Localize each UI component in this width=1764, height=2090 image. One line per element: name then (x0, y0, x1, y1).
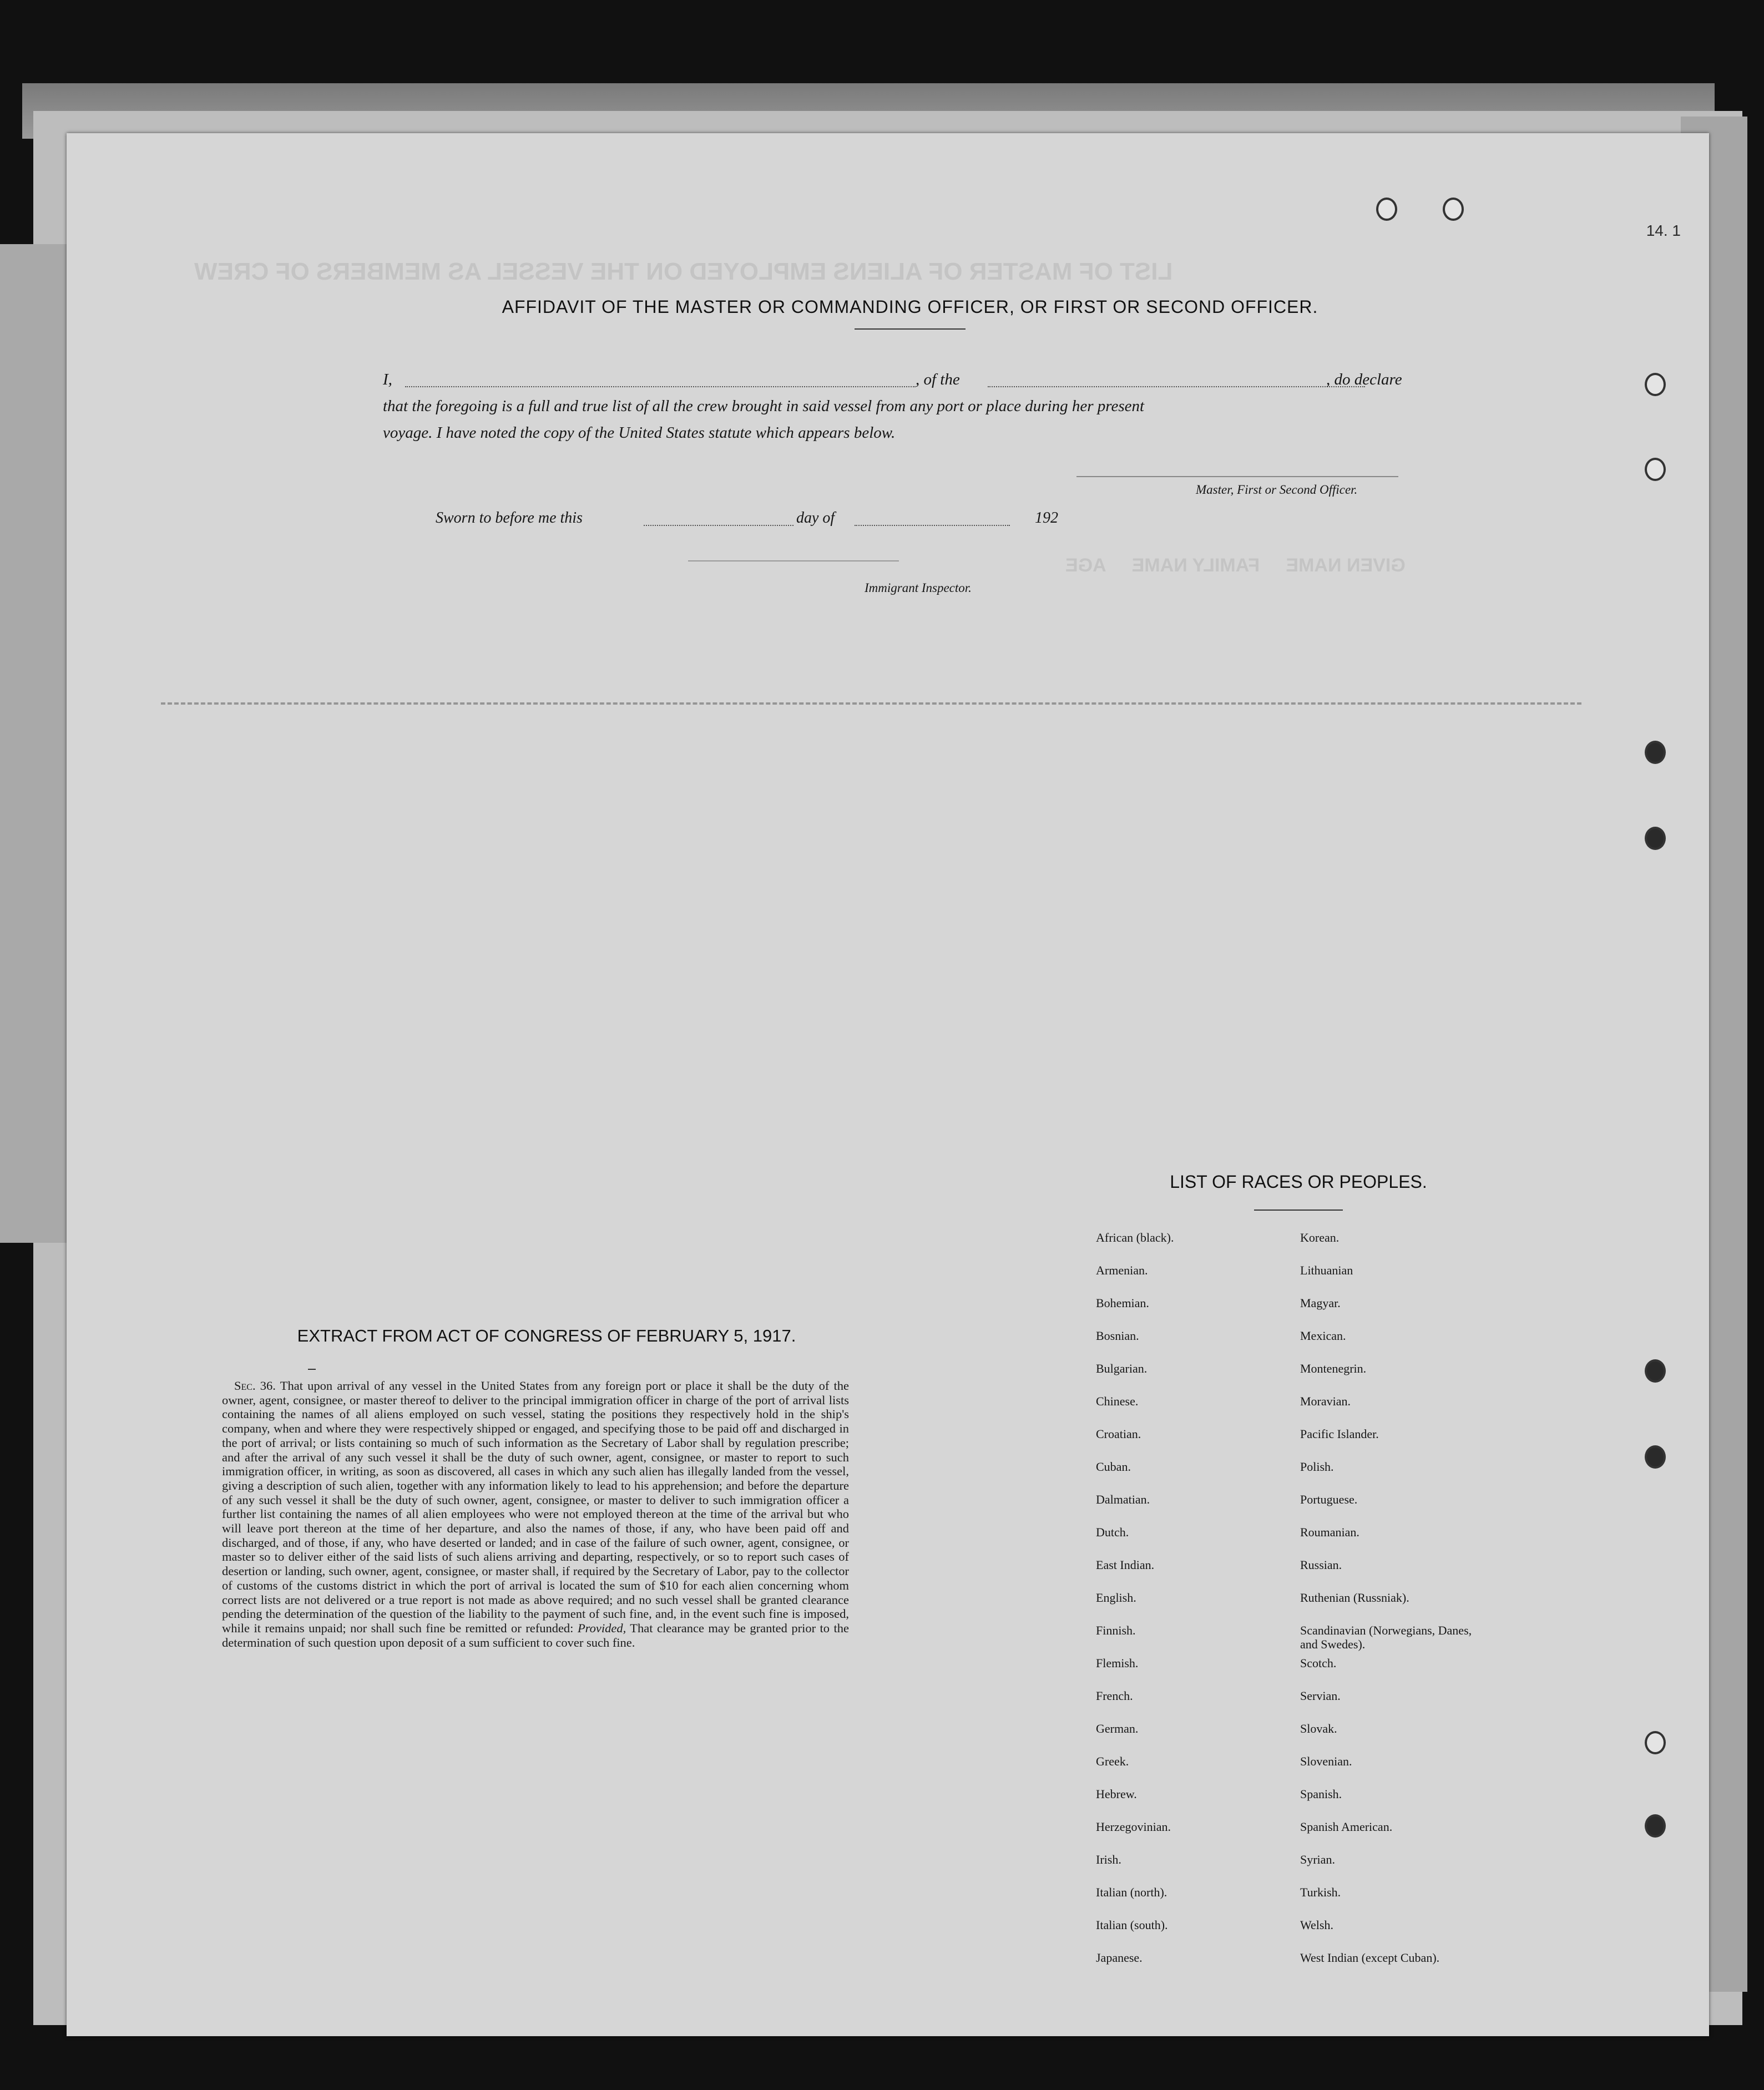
pronoun: I, (383, 371, 392, 388)
race-item: Montenegrin. (1300, 1362, 1367, 1375)
vessel-fill-line (988, 386, 1365, 387)
punch-hole (1645, 1731, 1666, 1754)
race-item: Scotch. (1300, 1656, 1337, 1670)
corner-stamp: 14. 1 (1646, 222, 1681, 239)
race-item: Greek. (1096, 1754, 1129, 1768)
extract-title: EXTRACT FROM ACT OF CONGRESS OF FEBRUARY 5, 1917. (297, 1326, 796, 1345)
race-item: Magyar. (1300, 1296, 1341, 1310)
race-item: Finnish. (1096, 1623, 1136, 1637)
race-item: English. (1096, 1591, 1136, 1605)
race-item: East Indian. (1096, 1558, 1155, 1572)
race-item: Spanish. (1300, 1787, 1342, 1801)
race-item: Turkish. (1300, 1885, 1341, 1899)
race-item: Italian (south). (1096, 1918, 1168, 1932)
race-item: Slovenian. (1300, 1754, 1352, 1768)
race-item: Herzegovinian. (1096, 1820, 1171, 1834)
punch-hole (1645, 373, 1666, 396)
race-item: Slovak. (1300, 1722, 1337, 1735)
race-item: Lithuanian (1300, 1263, 1353, 1277)
year-prefix: 192 (1035, 509, 1058, 527)
do-declare-text: , do declare (1326, 371, 1402, 388)
left-underlying-sheet-edge (0, 244, 72, 1243)
race-item: Syrian. (1300, 1853, 1335, 1866)
signature-line (1076, 476, 1398, 477)
race-item: Chinese. (1096, 1394, 1139, 1408)
title-dash (308, 1369, 316, 1370)
affidavit-title: AFFIDAVIT OF THE MASTER OR COMMANDING OFFICER, OR FIRST OR SECOND OFFICER. (502, 297, 1318, 317)
signature-caption: Master, First or Second Officer. (1196, 483, 1358, 497)
race-item: Flemish. (1096, 1656, 1139, 1670)
race-item: Spanish American. (1300, 1820, 1393, 1834)
extract-text-continued: That clearance may be granted prior to the determination of such question upon deposit of a sum sufficient to cover such fine. (222, 1621, 850, 1649)
punch-hole (1645, 458, 1666, 481)
day-of-text: day of (796, 509, 835, 527)
punch-hole (1645, 1814, 1666, 1838)
extract-body (222, 1379, 849, 1649)
race-item: Roumanian. (1300, 1525, 1359, 1539)
race-item: Bohemian. (1096, 1296, 1149, 1310)
race-item: Pacific Islander. (1300, 1427, 1379, 1441)
section-label: Sec. 36. (234, 1379, 276, 1393)
proviso-word: Provided, (577, 1621, 626, 1635)
races-right-column (1300, 1231, 1483, 1983)
title-rule (1254, 1210, 1343, 1211)
race-item: African (black). (1096, 1231, 1174, 1244)
punch-hole (1645, 741, 1666, 764)
race-item: Mexican. (1300, 1329, 1346, 1343)
race-item: Armenian. (1096, 1263, 1148, 1277)
races-title: LIST OF RACES OR PEOPLES. (1170, 1172, 1427, 1192)
race-item: German. (1096, 1722, 1139, 1735)
races-left-column (1096, 1231, 1174, 1983)
race-item: Ruthenian (Russniak). (1300, 1591, 1409, 1605)
race-item: Russian. (1300, 1558, 1342, 1572)
bleed-through-text: LIST OF MASTER OF ALIENS EMPLOYED ON THE VESSEL AS MEMBERS OF CREW (194, 258, 1173, 285)
punch-hole (1443, 198, 1464, 221)
race-item: Hebrew. (1096, 1787, 1137, 1801)
declaration-line-2: that the foregoing is a full and true list of all the crew brought in said vessel from any port or place during her present (383, 397, 1145, 415)
punch-hole (1645, 1445, 1666, 1469)
race-item: French. (1096, 1689, 1133, 1703)
race-item: Scandinavian (Norwegians, Danes, and Swedes). (1300, 1623, 1472, 1651)
race-item: West Indian (except Cuban). (1300, 1951, 1440, 1965)
punch-hole (1376, 198, 1397, 221)
race-item: Cuban. (1096, 1460, 1131, 1474)
title-rule (855, 328, 966, 330)
race-item: Welsh. (1300, 1918, 1333, 1932)
punch-hole (1645, 827, 1666, 850)
month-fill-line (855, 525, 1010, 526)
race-item: Bosnian. (1096, 1329, 1139, 1343)
extract-text: That upon arrival of any vessel in the United States from any foreign port or place it shall be the duty of the owner, agent, consignee, or master thereof to deliver to the principal immigration officer in charge of the port of arrival lists containing the names of all aliens employed on such vessel, stating the positions they respectively hold in the ship's company, when and where they were respectively shipped or engaged, and specifying those to be paid off and discharged in the port of arrival; or lists containing so much of such information as the Secretary of Labor shall by regulation prescribe; and after the arrival of any such vessel it shall be the duty of such owner, agent, consignee, or master to report to such immigration officer, in writing, as soon as discovered, all cases in which any such alien has illegally landed from the vessel, giving a description of such alien, together with any information likely to lead to his apprehension; and before the departure of any such vessel it shall be the duty of such owner, agent, consignee, or master to deliver to such immigration officer a further list containing the names of all alien employees who were not employed thereon at the time of the arrival but who will leave port thereon at the time of her departure, and also the names of those, if any, who have been paid off and discharged, and of those, if any, who have deserted or landed; and in case of the failure of such owner, agent, consignee, or master so to deliver either of the said lists of such aliens arriving and departing, respectively, or so to report such cases of desertion or landing, such owner, agent, consignee, or master shall, if required by the Secretary of Labor, pay to the collector of customs of the customs district in which the port of arrival is located the sum of $10 for each alien concerning whom correct lists are not delivered or a true report is not made as above required; and no such vessel shall be granted clearance pending the determination of the question of the liability to the payment of such fine, and, in the event such fine is imposed, while it remains unpaid; nor shall such fine be remitted or refunded: (222, 1379, 850, 1635)
bleed-through-rule (161, 702, 1581, 705)
race-item: Dalmatian. (1096, 1492, 1150, 1506)
race-item: Japanese. (1096, 1951, 1143, 1965)
race-item: Irish. (1096, 1853, 1121, 1866)
declaration-line-3: voyage. I have noted the copy of the United States statute which appears below. (383, 424, 896, 442)
of-the-text: , of the (916, 371, 960, 388)
race-item: Polish. (1300, 1460, 1334, 1474)
race-item: Moravian. (1300, 1394, 1351, 1408)
race-item: Bulgarian. (1096, 1362, 1148, 1375)
inspector-signature-line (688, 560, 899, 561)
name-fill-line (405, 386, 916, 387)
inspector-caption: Immigrant Inspector. (865, 581, 972, 595)
punch-hole (1645, 1359, 1666, 1383)
race-item: Korean. (1300, 1231, 1340, 1244)
day-fill-line (644, 525, 793, 526)
race-item: Italian (north). (1096, 1885, 1167, 1899)
race-item: Portuguese. (1300, 1492, 1358, 1506)
race-item: Servian. (1300, 1689, 1341, 1703)
sworn-prefix: Sworn to before me this (436, 509, 583, 527)
race-item: Dutch. (1096, 1525, 1129, 1539)
race-item: Croatian. (1096, 1427, 1141, 1441)
bleed-through-text: GIVEN NAME FAMILY NAME AGE (1065, 555, 1406, 576)
